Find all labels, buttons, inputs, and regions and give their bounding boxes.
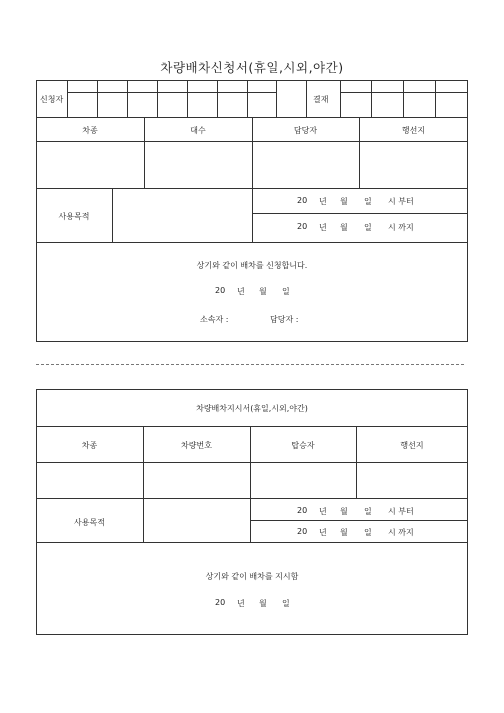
header-destination: 행선지 — [401, 126, 426, 135]
header2-passenger: 탑승자 — [291, 441, 315, 450]
header-manager: 담당자 — [293, 126, 318, 135]
purpose2-label: 사용목적 — [74, 518, 105, 527]
cut-line — [36, 364, 464, 365]
header2-plate-number: 차량번호 — [181, 441, 212, 450]
header2-destination: 행선지 — [400, 441, 424, 450]
purpose-label: 사용목적 — [58, 212, 90, 221]
dept-label: 소속자 : — [200, 315, 229, 324]
header-vehicle-type: 차종 — [82, 126, 98, 135]
request-statement: 상기와 같이 배차를 신청합니다. — [196, 261, 308, 270]
applicant-label: 신청자 — [40, 95, 64, 104]
form1-title: 차량배차신청서(휴일,시외,야간) — [160, 60, 344, 75]
header2-vehicle-type: 차종 — [81, 441, 98, 450]
approval-label: 결재 — [313, 95, 329, 104]
order-statement: 상기와 같이 배차를 지시함 — [205, 572, 299, 581]
header-count: 대수 — [190, 126, 206, 135]
form2-title: 차량배차지시서(휴일,시외,야간) — [196, 404, 308, 413]
manager-sign-label: 담당자 : — [270, 315, 299, 324]
